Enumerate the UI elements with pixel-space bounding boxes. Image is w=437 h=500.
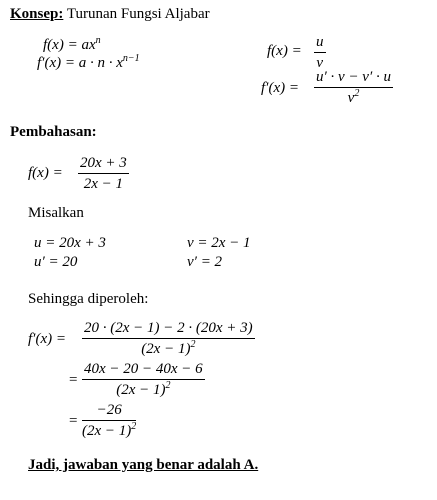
given-f-fraction: 20x + 3 2x − 1 bbox=[80, 155, 127, 192]
konsep-label: Konsep: bbox=[10, 6, 64, 22]
quotient-f-lhs: f(x) = bbox=[267, 43, 302, 59]
derivative-lhs: f′(x) = bbox=[28, 331, 66, 347]
misalkan-text: Misalkan bbox=[28, 205, 84, 221]
derivative-step2-equals: = bbox=[69, 372, 78, 388]
quotient-f-fraction: u v bbox=[316, 34, 324, 71]
derivative-step1-fraction: 20 · (2x − 1) − 2 · (20x + 3) $(2x - 1)^2$ bbox=[84, 320, 253, 357]
quotient-fprime-lhs: f′(x) = bbox=[261, 80, 299, 96]
quotient-fprime-fraction: u′ · v − v′ · u $v^2$ bbox=[316, 69, 391, 106]
derivative-step3-fraction: −26 $(2x - 1)^2$ bbox=[82, 402, 137, 439]
u-def: u = 20x + 3 bbox=[34, 235, 106, 251]
sehingga-text: Sehingga diperoleh: bbox=[28, 291, 149, 307]
pembahasan-label: Pembahasan: bbox=[10, 124, 97, 140]
power-rule-f: $f(x) = ax^n$ bbox=[43, 35, 101, 53]
derivative-step2-fraction: 40x − 20 − 40x − 6 $(2x - 1)^2$ bbox=[84, 361, 203, 398]
answer-text: Jadi, jawaban yang benar adalah A. bbox=[28, 457, 259, 473]
v-def: v = 2x − 1 bbox=[187, 235, 251, 251]
derivative-step3-equals: = bbox=[69, 413, 78, 429]
konsep-title: Turunan Fungsi Aljabar bbox=[66, 6, 210, 22]
v-prime-def: v′ = 2 bbox=[187, 254, 223, 270]
konsep-header bbox=[10, 6, 210, 23]
u-prime-def: u′ = 20 bbox=[34, 254, 78, 270]
power-rule-fprime: $f'(x) = a \cdot n \cdot x^{n-1}$ bbox=[37, 53, 140, 71]
given-f-lhs: f(x) = bbox=[28, 165, 63, 181]
